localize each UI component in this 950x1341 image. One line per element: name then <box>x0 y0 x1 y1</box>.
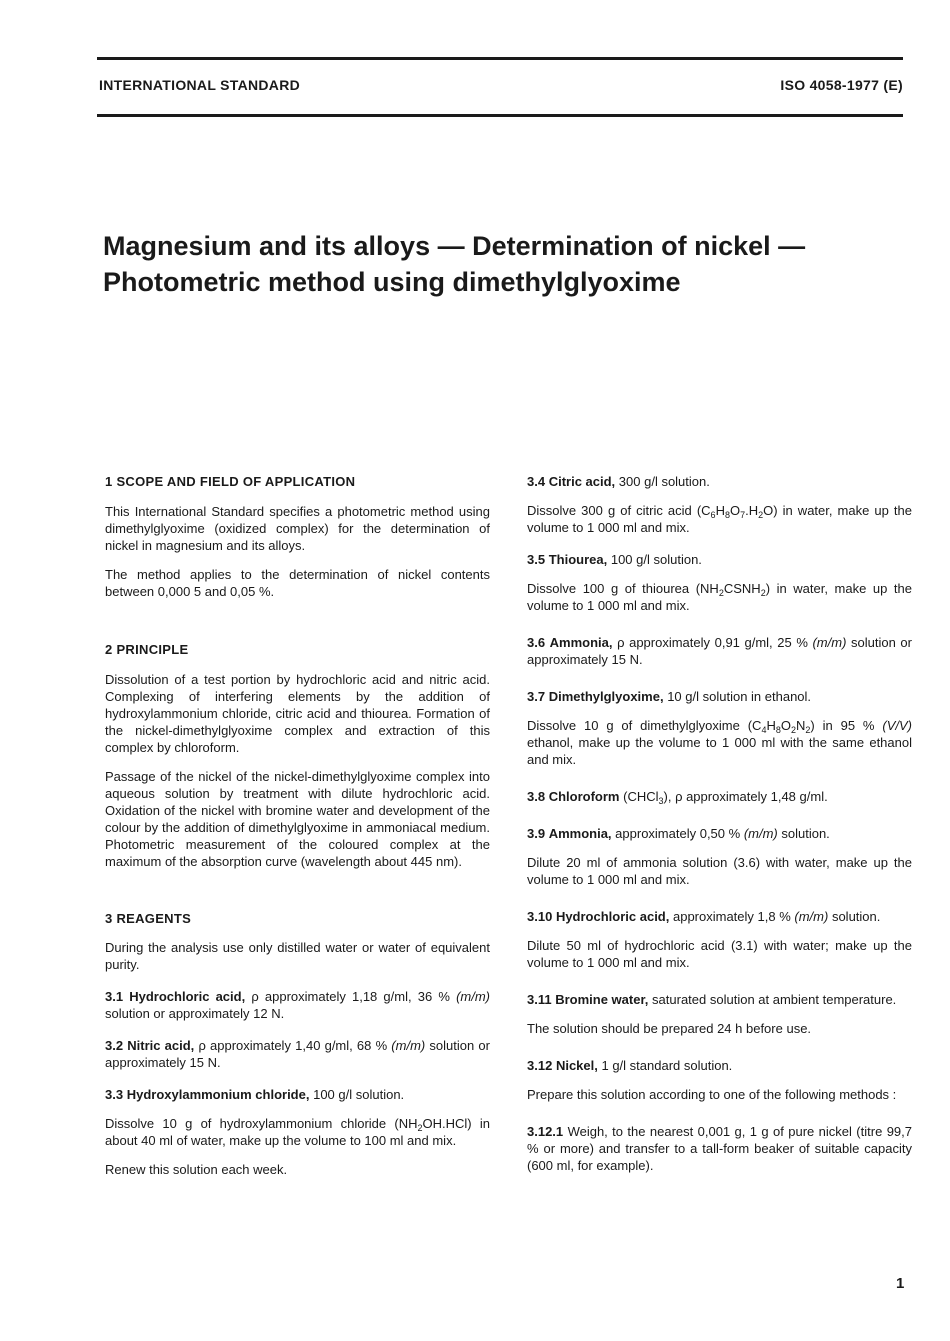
section-1-para-2: The method applies to the determination of nickel contents between 0,000 5 and 0,05 %. <box>105 567 490 599</box>
section-2-para-2: Passage of the nickel of the nickel-dimethylglyoxime complex into aqueous solution by treatment with dilute hydrochloric acid. Oxidation of the nickel with bromine water and development of the colour by the addition of dimethylglyoxime in ammoniacal medium. Photometric measurement of the coloured complex at the maximum of the absorption curve (wavelength about 445 nm). <box>105 769 490 869</box>
reagent-3-6-name: Ammonia, <box>549 635 613 650</box>
header-rule <box>97 114 903 117</box>
reagent-3-11-description: The solution should be prepared 24 h before use. <box>527 1021 812 1036</box>
reagent-3-9-name: Ammonia, <box>548 826 612 841</box>
reagent-3-4: 3.4 Citric acid, 300 g/l solution. <box>527 474 710 489</box>
reagent-3-7-description: Dissolve 10 g of dimethylglyoxime $(C_4H_8O_2N_2)$ in 95 % (V/V) ethanol, make up the volume to 1 000 ml with the same ethanol and mix. <box>527 718 912 767</box>
header-standard-label: INTERNATIONAL STANDARD <box>99 77 301 93</box>
reagent-3-7: 3.7 Dimethylglyoxime, 10 g/l solution in ethanol. <box>527 689 812 704</box>
reagent-3-5-name: Thiourea, <box>548 552 608 567</box>
reagent-3-10-description: Dilute 50 ml of hydrochloric acid (3.1) with water; make up the volume to 1 000 ml and mix. <box>527 938 912 970</box>
reagent-3-3-renewal-note: Renew this solution each week. <box>105 1162 288 1177</box>
reagent-3-2-name: Nitric acid, <box>127 1038 195 1053</box>
reagent-3-1-name: Hydrochloric acid, <box>129 989 246 1004</box>
reagent-3-1: 3.1 Hydrochloric acid, ρ approximately 1,18 g/ml, 36 % (m/m) solution or approximately 12 N. <box>105 989 490 1021</box>
section-2-para-1: Dissolution of a test portion by hydrochloric acid and nitric acid. Complexing of interfering elements by the addition of hydroxylammonium chloride, citric acid and thiourea. Formation of the nickel-dimethylglyoxime complex and extraction of this complex by chloroform. <box>105 672 490 755</box>
title-line-1: Magnesium and its alloys — Determination of nickel — <box>103 231 806 261</box>
reagent-3-12: 3.12 Nickel, 1 g/l standard solution. <box>527 1058 733 1073</box>
reagent-3-10: 3.10 Hydrochloric acid, approximately 1,8 % (m/m) solution. <box>527 909 881 924</box>
reagent-3-12-1: 3.12.1 Weigh, to the nearest 0,001 g, 1 g of pure nickel (titre 99,7 % or more) and transfer to a tall-form beaker of suitable capacity (600 ml, for example). <box>527 1124 912 1173</box>
document-title <box>103 228 883 300</box>
title-line-2: Photometric method using dimethylglyoxime <box>103 267 681 297</box>
reagent-3-12-description: Prepare this solution according to one of the following methods : <box>527 1087 897 1102</box>
right-column <box>527 473 912 1174</box>
reagent-3-3-number: 3.3 <box>105 1087 124 1102</box>
reagent-3-8: 3.8 Chloroform (CHCl$_3$), ρ approximately 1,48 g/ml. <box>527 789 828 806</box>
reagent-3-3: 3.3 Hydroxylammonium chloride, 100 g/l solution. <box>105 1087 405 1102</box>
reagent-3-8-name: Chloroform <box>548 789 620 804</box>
reagent-3-6: 3.6 Ammonia, ρ approximately 0,91 g/ml, 25 % (m/m) solution or approximately 15 N. <box>527 635 912 667</box>
reagent-3-9: 3.9 Ammonia, approximately 0,50 % (m/m) solution. <box>527 826 830 841</box>
section-1-para-1: This International Standard specifies a photometric method using dimethylglyoxime (oxidized complex) for the determination of nickel in magnesium and its alloys. <box>105 504 490 553</box>
reagent-3-4-description: Dissolve 300 g of citric acid $(C_6H_8O_7.H_2O)$ in water, make up the volume to 1 000 ml and mix. <box>527 503 912 535</box>
page-number: 1 <box>896 1275 905 1292</box>
reagent-3-11-name: Bromine water, <box>555 992 649 1007</box>
reagent-3-5: 3.5 Thiourea, 100 g/l solution. <box>527 552 702 567</box>
reagent-3-5-description: Dissolve 100 g of thiourea $(NH_2CSNH_2)$ in water, make up the volume to 1 000 ml and mix. <box>527 581 913 613</box>
reagent-3-12-name: Nickel, <box>555 1058 598 1073</box>
reagent-3-9-description: Dilute 20 ml of ammonia solution (3.6) with water, make up the volume to 1 000 ml and mix. <box>527 855 912 887</box>
reagent-3-3-description: Dissolve 10 g of hydroxylammonium chloride $(NH_2OH.HCl)$ in about 40 ml of water, make up the volume to 100 ml and mix. <box>105 1116 490 1148</box>
reagent-3-4-name: Citric acid, <box>548 474 616 489</box>
section-1-heading: 1 SCOPE AND FIELD OF APPLICATION <box>105 474 356 489</box>
reagent-3-2-number: 3.2 <box>105 1038 124 1053</box>
reagent-3-2: 3.2 Nitric acid, ρ approximately 1,40 g/ml, 68 % (m/m) solution or approximately 15 N. <box>105 1038 490 1070</box>
section-2-heading: 2 PRINCIPLE <box>105 642 189 657</box>
header-standard-number: ISO 4058-1977 (E) <box>780 77 903 93</box>
reagent-3-1-number: 3.1 <box>105 989 124 1004</box>
section-3-intro: During the analysis use only distilled water or water of equivalent purity. <box>105 940 490 972</box>
left-column <box>105 473 490 1178</box>
reagent-3-10-name: Hydrochloric acid, <box>555 909 670 924</box>
reagent-3-7-name: Dimethylglyoxime, <box>548 689 664 704</box>
reagent-3-3-name: Hydroxylammonium chloride, <box>126 1087 310 1102</box>
reagent-3-11: 3.11 Bromine water, saturated solution at ambient temperature. <box>527 992 897 1007</box>
section-3-heading: 3 REAGENTS <box>105 911 192 926</box>
top-rule <box>97 57 903 60</box>
